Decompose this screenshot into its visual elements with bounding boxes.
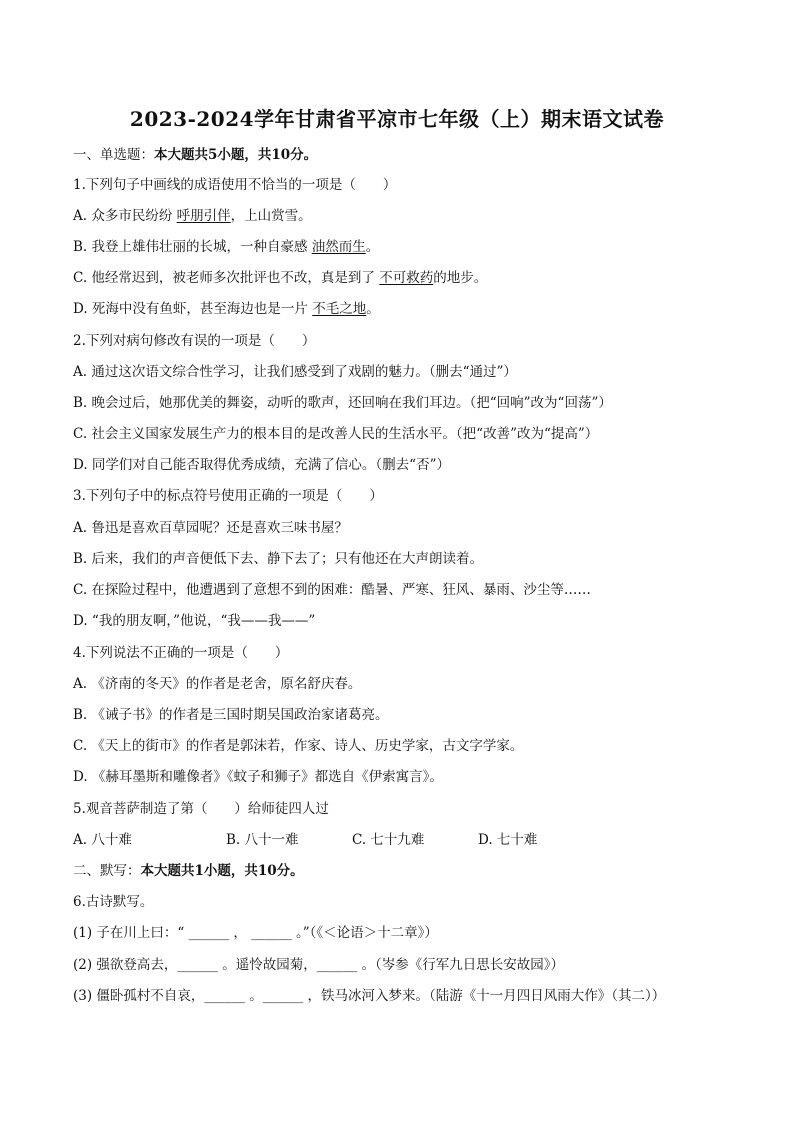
underlined-idiom: 不可救药 [379, 270, 434, 286]
question-5-option-d: D. 七十难 [478, 832, 538, 848]
underlined-idiom: 油然而生 [311, 239, 366, 255]
question-2-option-a: A. 通过这次语文综合性学习，让我们感受到了戏剧的魅力。（删去“通过”） [73, 364, 517, 380]
exam-title: 2023-2024学年甘肃省平凉市七年级（上）期末语文试卷 [129, 107, 665, 131]
option-text: 。 [365, 239, 380, 255]
section-2-label: 二、默写： [73, 863, 141, 879]
question-3-option-c: C. 在探险过程中，他遭遇到了意想不到的困难：酷暑、严寒、狂风、暴雨、沙尘等…… [73, 582, 591, 598]
question-3-option-a: A. 鲁迅是喜欢百草园呢？还是喜欢三味书屋？ [73, 520, 348, 536]
question-4-option-b: B. 《诫子书》的作者是三国时期吴国政治家诸葛亮。 [73, 707, 389, 723]
question-3-option-d: D. “我的朋友啊，”他说，“我——我——” [73, 613, 316, 629]
question-2-option-b: B. 晚会过后，她那优美的舞姿，动听的歌声，还回响在我们耳边。（把“回响”改为“回荡”） [73, 395, 612, 411]
section-2-header [73, 862, 304, 880]
option-text: 的地步。 [433, 270, 488, 286]
section-1-description: 本大题共5小题，共10分。 [154, 147, 318, 163]
question-1-stem: 1.下列句子中画线的成语使用不恰当的一项是（ ） [73, 177, 397, 193]
question-4-option-d: D. 《赫耳墨斯和雕像者》《蚊子和狮子》都选自《伊索寓言》。 [73, 769, 443, 785]
question-3-option-b: B. 后来，我们的声音便低下去、静下去了；只有他还在大声朗读着。 [73, 551, 484, 567]
option-text: B. 我登上雄伟壮丽的长城，一种自豪感 [73, 239, 312, 255]
question-6-part-1: (1) 子在川上曰：“ ______ ， ______ 。”（《＜论语＞十二章》） [73, 925, 438, 941]
underlined-idiom: 呼朋引伴 [176, 208, 231, 224]
question-4-option-c: C. 《天上的街市》的作者是郭沫若，作家、诗人、历史学家，古文字学家。 [73, 738, 524, 754]
question-5-option-b: B. 八十一难 [226, 832, 299, 848]
question-2-stem: 2.下列对病句修改有误的一项是（ ） [73, 333, 316, 349]
question-1-option-b [73, 238, 379, 256]
option-text: C. 他经常迟到，被老师多次批评也不改，真是到了 [73, 270, 380, 286]
question-6-stem: 6.古诗默写。 [73, 894, 154, 910]
question-4-option-a: A. 《济南的冬天》的作者是老舍，原名舒庆春。 [73, 676, 362, 692]
question-6-part-2: (2) 强欲登高去，______ 。遥怜故园菊，______ 。（岑参《行军九日思长安故园》） [73, 957, 564, 973]
question-2-option-c: C. 社会主义国家发展生产力的根本目的是改善人民的生活水平。（把“改善”改为“提高”） [73, 426, 599, 442]
question-5-option-c: C. 七十九难 [352, 832, 425, 848]
option-text: A. 众多市民纷纷 [73, 208, 177, 224]
question-1-option-a [73, 207, 312, 225]
question-5-stem: 5.观音菩萨制造了第（ ）给师徒四人过 [73, 801, 329, 817]
question-4-stem: 4.下列说法不正确的一项是（ ） [73, 645, 289, 661]
option-text: 。 [366, 301, 380, 317]
option-text: ，上山赏雪。 [230, 208, 312, 224]
question-1-option-c [73, 269, 487, 287]
question-1-option-d [73, 300, 380, 318]
underlined-idiom: 不毛之地 [312, 301, 367, 317]
section-2-description: 本大题共1小题，共10分。 [140, 863, 304, 879]
question-3-stem: 3.下列句子中的标点符号使用正确的一项是（ ） [73, 488, 383, 504]
question-5-option-a: A. 八十难 [73, 832, 132, 848]
option-text: D. 死海中没有鱼虾，甚至海边也是一片 [73, 301, 313, 317]
section-1-header [73, 146, 317, 164]
section-1-label: 一、单选题： [73, 147, 154, 163]
question-6-part-3: (3) 僵卧孤村不自哀，______ 。______ ，铁马冰河入梦来。（陆游《十一月四日风雨大作》（其二）） [73, 988, 666, 1004]
question-2-option-d: D. 同学们对自己能否取得优秀成绩，充满了信心。（删去“否”） [73, 457, 450, 473]
